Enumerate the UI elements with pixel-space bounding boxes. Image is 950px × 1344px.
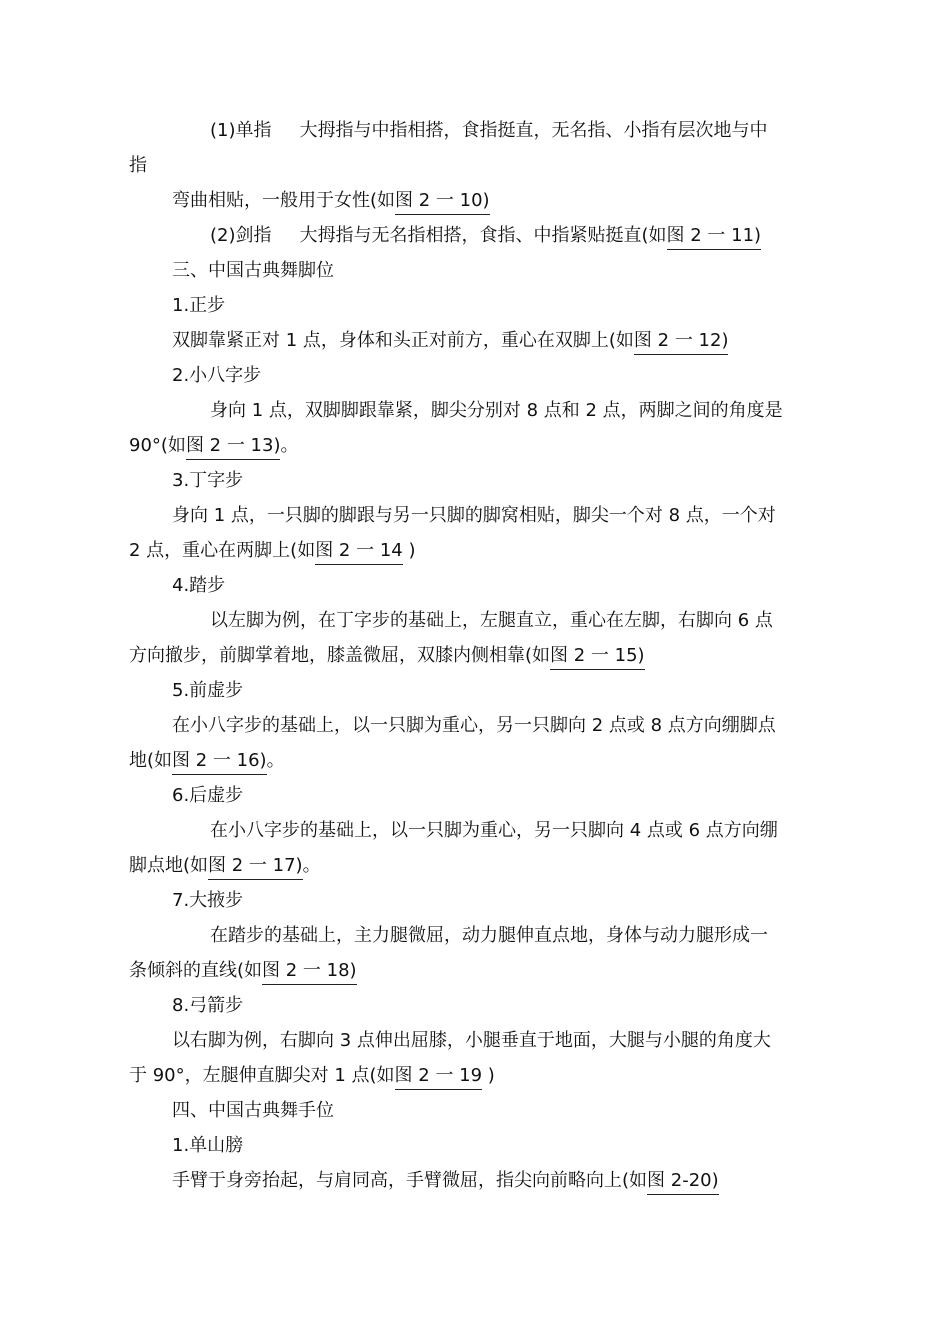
text-line bbox=[172, 189, 490, 213]
text-segment: 。 bbox=[266, 750, 285, 771]
text-segment: 。 bbox=[302, 855, 321, 876]
text-line bbox=[129, 854, 321, 878]
text-segment: 2 点，重心在两脚上(如 bbox=[129, 540, 316, 561]
text-line: 在小八字步的基础上，以一只脚为重心，另一只脚向 2 点或 8 点方向绷脚点 bbox=[172, 715, 776, 736]
subheading: 8.弓箭步 bbox=[172, 995, 244, 1016]
text-line bbox=[129, 644, 645, 668]
figure-reference: 图 2 一 19 bbox=[395, 1065, 483, 1090]
text-line bbox=[129, 749, 285, 773]
figure-reference: 图 2 一 14 bbox=[315, 540, 403, 565]
text-segment: 地(如 bbox=[129, 750, 173, 771]
item-label: (2)剑指 bbox=[210, 225, 272, 246]
text-line bbox=[129, 539, 415, 563]
subheading: 1.正步 bbox=[172, 295, 226, 316]
text-line bbox=[172, 1169, 719, 1193]
text-segment: 弯曲相贴，一般用于女性(如 bbox=[172, 190, 396, 211]
text-segment: 条倾斜的直线(如 bbox=[129, 960, 263, 981]
text-line: 以右脚为例，右脚向 3 点伸出屈膝，小腿垂直于地面，大腿与小腿的角度大 bbox=[172, 1030, 771, 1051]
text-segment: 手臂于身旁抬起，与肩同高，手臂微屈，指尖向前略向上(如 bbox=[172, 1170, 648, 1191]
section-heading: 三、中国古典舞脚位 bbox=[172, 260, 334, 281]
figure-reference: 图 2 一 18) bbox=[262, 960, 357, 985]
subheading: 1.单山膀 bbox=[172, 1135, 244, 1156]
subheading: 2.小八字步 bbox=[172, 365, 262, 386]
subheading: 7.大掖步 bbox=[172, 890, 244, 911]
text-segment: 于 90°，左腿伸直脚尖对 1 点(如 bbox=[129, 1065, 395, 1086]
subheading: 4.踏步 bbox=[172, 575, 226, 596]
figure-reference: 图 2 一 10) bbox=[395, 190, 490, 215]
text-line bbox=[172, 329, 728, 353]
figure-reference: 图 2 一 16) bbox=[172, 750, 267, 775]
text-line: 身向 1 点，一只脚的脚跟与另一只脚的脚窝相贴，脚尖一个对 8 点，一个对 bbox=[172, 505, 776, 526]
section-heading: 四、中国古典舞手位 bbox=[172, 1100, 334, 1121]
finger-position-sword bbox=[210, 224, 761, 248]
subheading: 6.后虚步 bbox=[172, 785, 244, 806]
figure-reference: 图 2 一 11) bbox=[667, 225, 762, 250]
text-line bbox=[129, 1064, 495, 1088]
text-line bbox=[129, 434, 298, 458]
text-segment: 双脚靠紧正对 1 点，身体和头正对前方，重心在双脚上(如 bbox=[172, 330, 634, 351]
text-segment: 90°(如 bbox=[129, 435, 186, 456]
text-segment: 。 bbox=[280, 435, 299, 456]
item-text: 大拇指与中指相搭，食指挺直，无名指、小指有层次地与中 bbox=[299, 120, 768, 141]
subheading: 3.丁字步 bbox=[172, 470, 244, 491]
text-line: 指 bbox=[129, 155, 147, 176]
text-line: 身向 1 点，双脚脚跟靠紧，脚尖分别对 8 点和 2 点，两脚之间的角度是 bbox=[210, 400, 783, 421]
text-segment: 大拇指与无名指相搭，食指、中指紧贴挺直(如 bbox=[299, 225, 667, 246]
figure-reference: 图 2 一 17) bbox=[208, 855, 303, 880]
text-line: 在小八字步的基础上，以一只脚为重心，另一只脚向 4 点或 6 点方向绷 bbox=[210, 820, 778, 841]
text-line: 以左脚为例，在丁字步的基础上，左腿直立，重心在左脚，右脚向 6 点 bbox=[210, 610, 773, 631]
item-label: (1)单指 bbox=[210, 120, 272, 141]
figure-reference: 图 2 一 12) bbox=[634, 330, 729, 355]
figure-reference: 图 2 一 13) bbox=[186, 435, 281, 460]
figure-reference: 图 2-20) bbox=[647, 1170, 719, 1195]
finger-position-single bbox=[210, 119, 768, 143]
text-line bbox=[129, 959, 357, 983]
text-segment: 方向撤步，前脚掌着地，膝盖微屈，双膝内侧相靠(如 bbox=[129, 645, 551, 666]
text-segment: ) bbox=[482, 1065, 495, 1086]
text-segment: 脚点地(如 bbox=[129, 855, 209, 876]
text-line: 在踏步的基础上，主力腿微屈，动力腿伸直点地，身体与动力腿形成一 bbox=[210, 925, 768, 946]
subheading: 5.前虚步 bbox=[172, 680, 244, 701]
figure-reference: 图 2 一 15) bbox=[550, 645, 645, 670]
text-segment: ) bbox=[402, 540, 416, 561]
